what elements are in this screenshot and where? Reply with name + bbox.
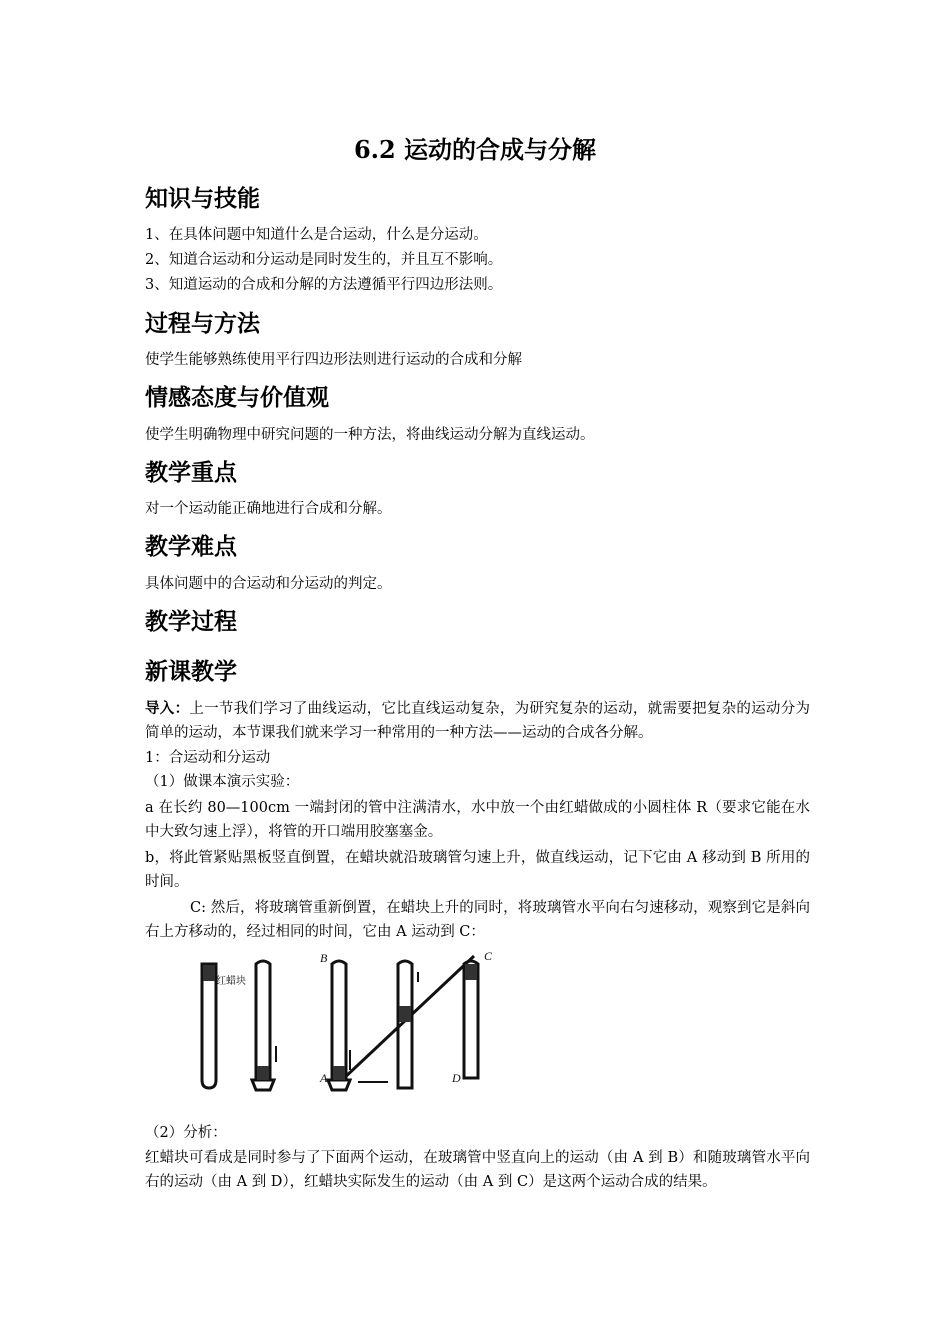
experiment-title: （1）做课本演示实验： xyxy=(145,774,300,790)
heading-key-points: 教学重点 xyxy=(145,460,237,486)
wax-block-2 xyxy=(257,1066,269,1080)
label-c: C xyxy=(484,949,493,963)
step-a: a 在长约 80—100cm 一端封闭的管中注满清水，水中放一个由红蜡做成的小圆柱体 R（要求它能在水中大致匀速上浮），将管的开口端用胶塞塞金。 xyxy=(145,800,810,840)
tube-2 xyxy=(256,961,270,1080)
point-1: 1：合运动和分运动 xyxy=(145,750,271,766)
label-wax: 红蜡块 xyxy=(216,976,246,987)
intro-label: 导入： xyxy=(145,700,190,717)
difficult-points-text: 具体问题中的合运动和分运动的判定。 xyxy=(145,576,392,592)
tube-3-stopper xyxy=(328,1080,350,1090)
label-a: A xyxy=(320,1071,328,1085)
analysis-title: （2）分析： xyxy=(145,1125,227,1141)
analysis-text: 红蜡块可看成是同时参与了下面两个运动，在玻璃管中竖直向上的运动（由 A 到 B）和随玻璃管水平向右的运动（由 A 到 D），红蜡块实际发生的运动（由 A 到 C）是这两个运动合成的结果。 xyxy=(145,1150,810,1190)
intro-paragraph xyxy=(145,697,810,745)
knowledge-item-2: 2、知道合运动和分运动是同时发生的，并且互不影响。 xyxy=(145,252,503,268)
intro-text: 上一节我们学习了曲线运动，它比直线运动复杂，为研究复杂的运动，就需要把复杂的运动分为简单的运动，本节课我们就来学习一种常用的一种方法——运动的合成各分解。 xyxy=(145,701,811,741)
emotion-text: 使学生明确物理中研究问题的一种方法，将曲线运动分解为直线运动。 xyxy=(145,427,595,443)
heading-teaching-process: 教学过程 xyxy=(145,609,237,635)
step-c: C: 然后，将玻璃管重新倒置，在蜡块上升的同时，将玻璃管水平向右匀速移动，观察到它是斜向右上方移动的，经过相同的时间，它由 A 运动到 C： xyxy=(145,900,810,940)
heading-new-lesson: 新课教学 xyxy=(145,659,237,685)
heading-emotion: 情感态度与价值观 xyxy=(145,385,329,411)
knowledge-item-3: 3、知道运动的合成和分解的方法遵循平行四边形法则。 xyxy=(145,277,503,293)
heading-difficult-points: 教学难点 xyxy=(145,534,237,560)
label-b: B xyxy=(320,951,328,965)
label-d: D xyxy=(452,1071,461,1085)
tube-2-stopper xyxy=(252,1080,274,1090)
knowledge-item-1: 1、在具体问题中知道什么是合运动，什么是分运动。 xyxy=(145,227,488,243)
page-title: 6.2 运动的合成与分解 xyxy=(353,135,597,164)
heading-knowledge: 知识与技能 xyxy=(145,186,260,212)
wax-block-1 xyxy=(203,965,215,981)
experiment-figure xyxy=(192,948,502,1100)
tube-1 xyxy=(202,964,216,1088)
wax-block-3 xyxy=(333,1066,345,1080)
key-points-text: 对一个运动能正确地进行合成和分解。 xyxy=(145,501,392,517)
wax-block-5 xyxy=(465,964,477,980)
heading-process: 过程与方法 xyxy=(145,311,260,337)
step-b: b，将此管紧贴黑板竖直倒置，在蜡块就沿玻璃管匀速上升，做直线运动，记下它由 A 移动到 B 所用的时间。 xyxy=(145,850,810,890)
tube-3 xyxy=(332,961,346,1080)
wax-block-4 xyxy=(399,1006,411,1022)
process-text: 使学生能够熟练使用平行四边形法则进行运动的合成和分解 xyxy=(145,352,522,368)
